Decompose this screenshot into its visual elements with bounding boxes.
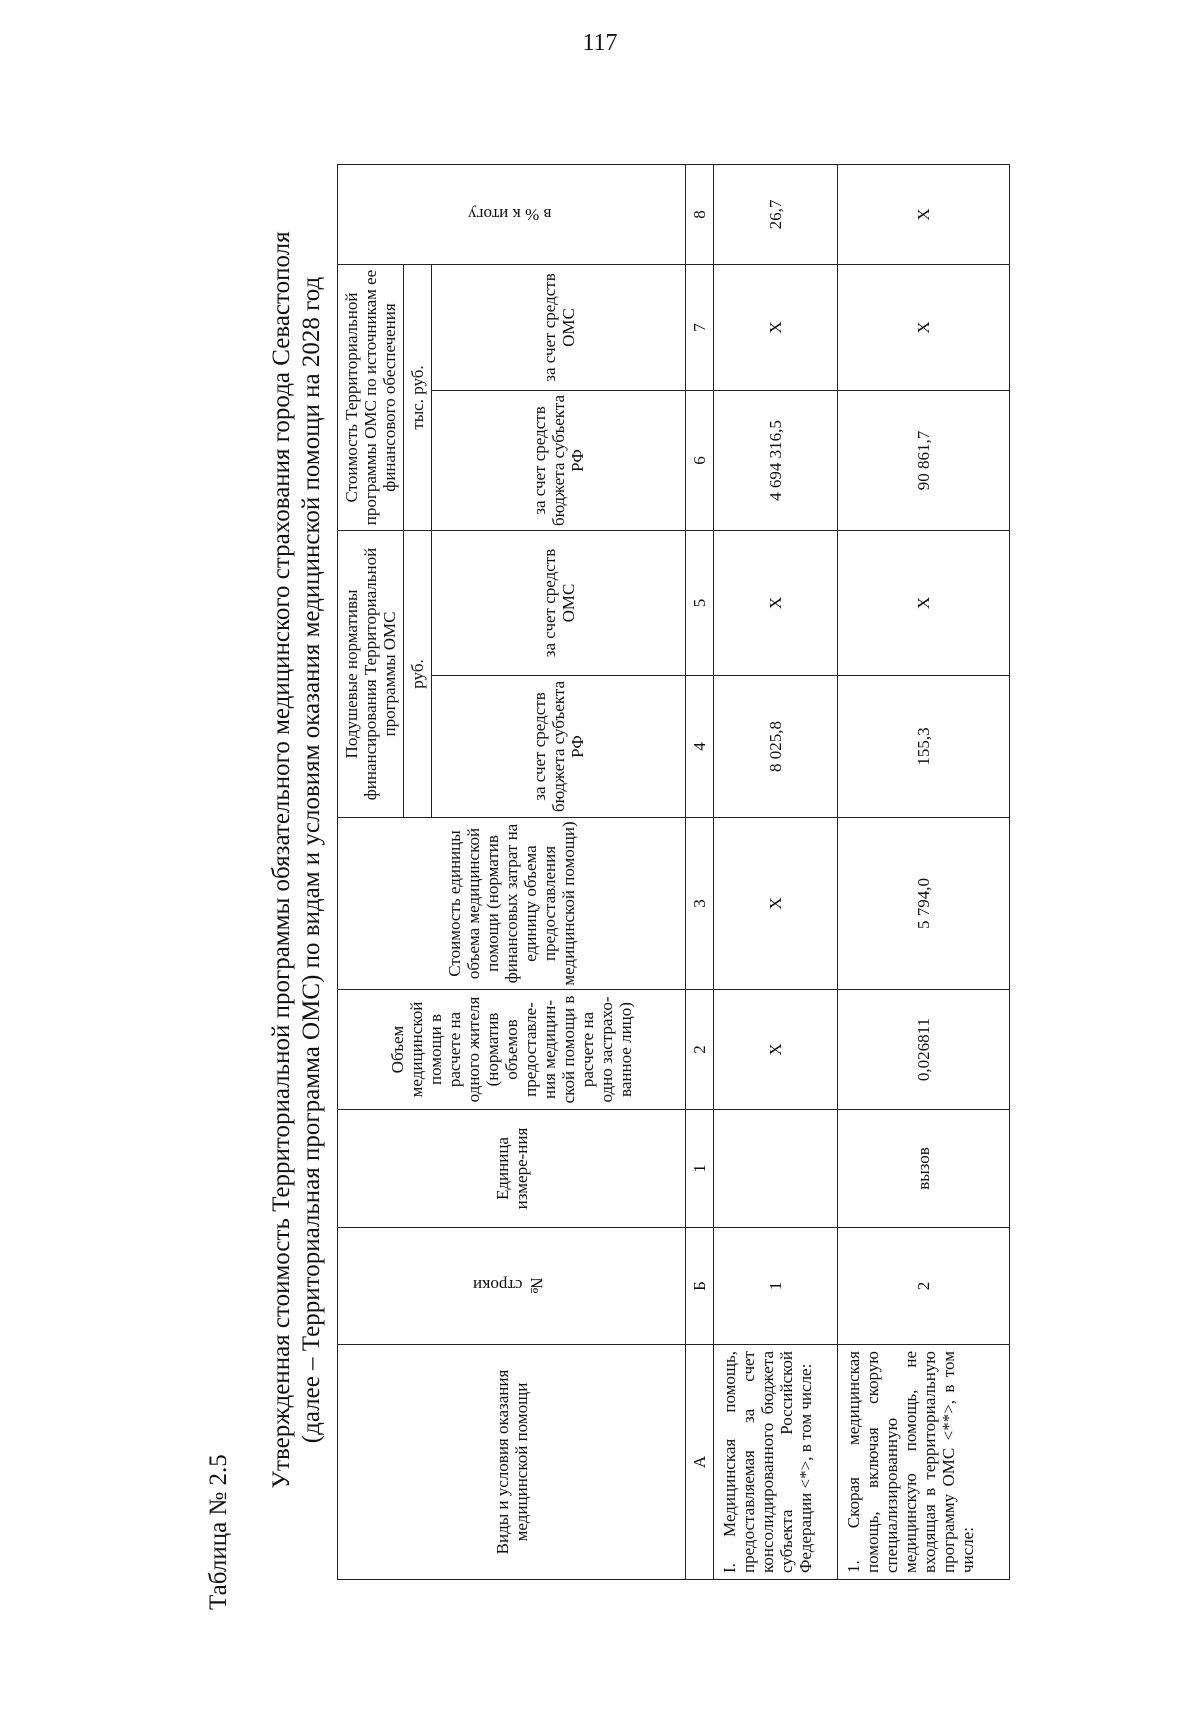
table-row bbox=[838, 164, 1010, 1579]
row-2-name: 1. Скорая медицинская помощь, включая скорую специализированную медицинскую помощь, не входящая в территориальную программу ОМС <**>, в том числе: bbox=[838, 1345, 1010, 1580]
title-line-1: Утвержденная стоимость Территориальной программы обязательного медицинского страхования города Севастополя bbox=[268, 231, 295, 1489]
header-cost-unit: тыс. руб. bbox=[404, 264, 432, 530]
header-cost-oms: за счет средств ОМС bbox=[432, 264, 686, 390]
row-1-cost-oms: X bbox=[714, 264, 838, 390]
row-2-unit-cost: 5 794,0 bbox=[838, 818, 1010, 990]
column-index-7: 7 bbox=[686, 264, 714, 390]
header-unit: Единица измере-ния bbox=[338, 1110, 686, 1228]
row-2-line: 2 bbox=[838, 1228, 1010, 1345]
row-1-norm-oms: X bbox=[714, 531, 838, 676]
header-line-number-text: № строки bbox=[473, 1276, 546, 1296]
cost-table bbox=[337, 164, 1010, 1580]
row-2-percent: X bbox=[838, 164, 1010, 264]
row-1-percent: 26,7 bbox=[714, 164, 838, 264]
row-1-line: 1 bbox=[714, 1228, 838, 1345]
column-index-a: А bbox=[686, 1345, 714, 1580]
header-volume: Объем медицинской помощи в расчете на одного жителя (норматив объемов предоставле-ния медицин-ской помощи в расчете на одно застрахо-ванное лицо) bbox=[338, 990, 686, 1110]
column-index-3: 3 bbox=[686, 818, 714, 990]
header-line-number bbox=[338, 1228, 686, 1345]
row-1-name: I. Медицинская помощь, предоставляемая за счет консолидированного бюджета субъекта Российской Федерации <*>, в том числе: bbox=[714, 1345, 838, 1580]
header-norms-unit: руб. bbox=[404, 531, 432, 818]
header-percent-text: в % к итогу bbox=[467, 204, 552, 224]
row-2-unit: вызов bbox=[838, 1110, 1010, 1228]
row-2-volume: 0,026811 bbox=[838, 990, 1010, 1110]
header-kinds: Виды и условия оказания медицинской помощи bbox=[338, 1345, 686, 1580]
header-norm-budget: за счет средств бюджета субъекта РФ bbox=[432, 676, 686, 818]
table-title bbox=[267, 110, 327, 1610]
row-2-cost-oms: X bbox=[838, 264, 1010, 390]
header-norms-group: Подушевые нормативы финансирования Территориальной программы ОМС bbox=[338, 531, 404, 818]
rotated-sheet bbox=[205, 110, 1095, 1610]
row-1-cost-budget: 4 694 316,5 bbox=[714, 391, 838, 531]
header-percent bbox=[338, 164, 686, 264]
column-index-1: 1 bbox=[686, 1110, 714, 1228]
header-row-1 bbox=[338, 164, 404, 1579]
column-index-4: 4 bbox=[686, 676, 714, 818]
column-index-2: 2 bbox=[686, 990, 714, 1110]
header-cost-group: Стоимость Территориальной программы ОМС по источникам ее финансового обеспечения bbox=[338, 264, 404, 530]
row-1-volume: X bbox=[714, 990, 838, 1110]
row-1-norm-budget: 8 025,8 bbox=[714, 676, 838, 818]
header-norm-oms: за счет средств ОМС bbox=[432, 531, 686, 676]
column-index-6: 6 bbox=[686, 391, 714, 531]
column-index-5: 5 bbox=[686, 531, 714, 676]
column-index-b: Б bbox=[686, 1228, 714, 1345]
column-index-row bbox=[686, 164, 714, 1579]
row-2-norm-oms: X bbox=[838, 531, 1010, 676]
page-number: 117 bbox=[582, 30, 618, 56]
column-index-8: 8 bbox=[686, 164, 714, 264]
row-1-unit bbox=[714, 1110, 838, 1228]
header-cost-budget: за счет средств бюджета субъекта РФ bbox=[432, 391, 686, 531]
row-2-norm-budget: 155,3 bbox=[838, 676, 1010, 818]
header-unit-cost: Стоимость единицы объема медицинской помощи (норматив финансовых затрат на единицу объема предоставления медицинской помощи) bbox=[338, 818, 686, 990]
title-line-2: (далее – Территориальная программа ОМС) по видам и условиям оказания медицинской помощи на 2028 год bbox=[298, 276, 325, 1444]
table-row bbox=[714, 164, 838, 1579]
row-2-cost-budget: 90 861,7 bbox=[838, 391, 1010, 531]
row-1-unit-cost: X bbox=[714, 818, 838, 990]
table-label: Таблица № 2.5 bbox=[205, 1454, 232, 1610]
